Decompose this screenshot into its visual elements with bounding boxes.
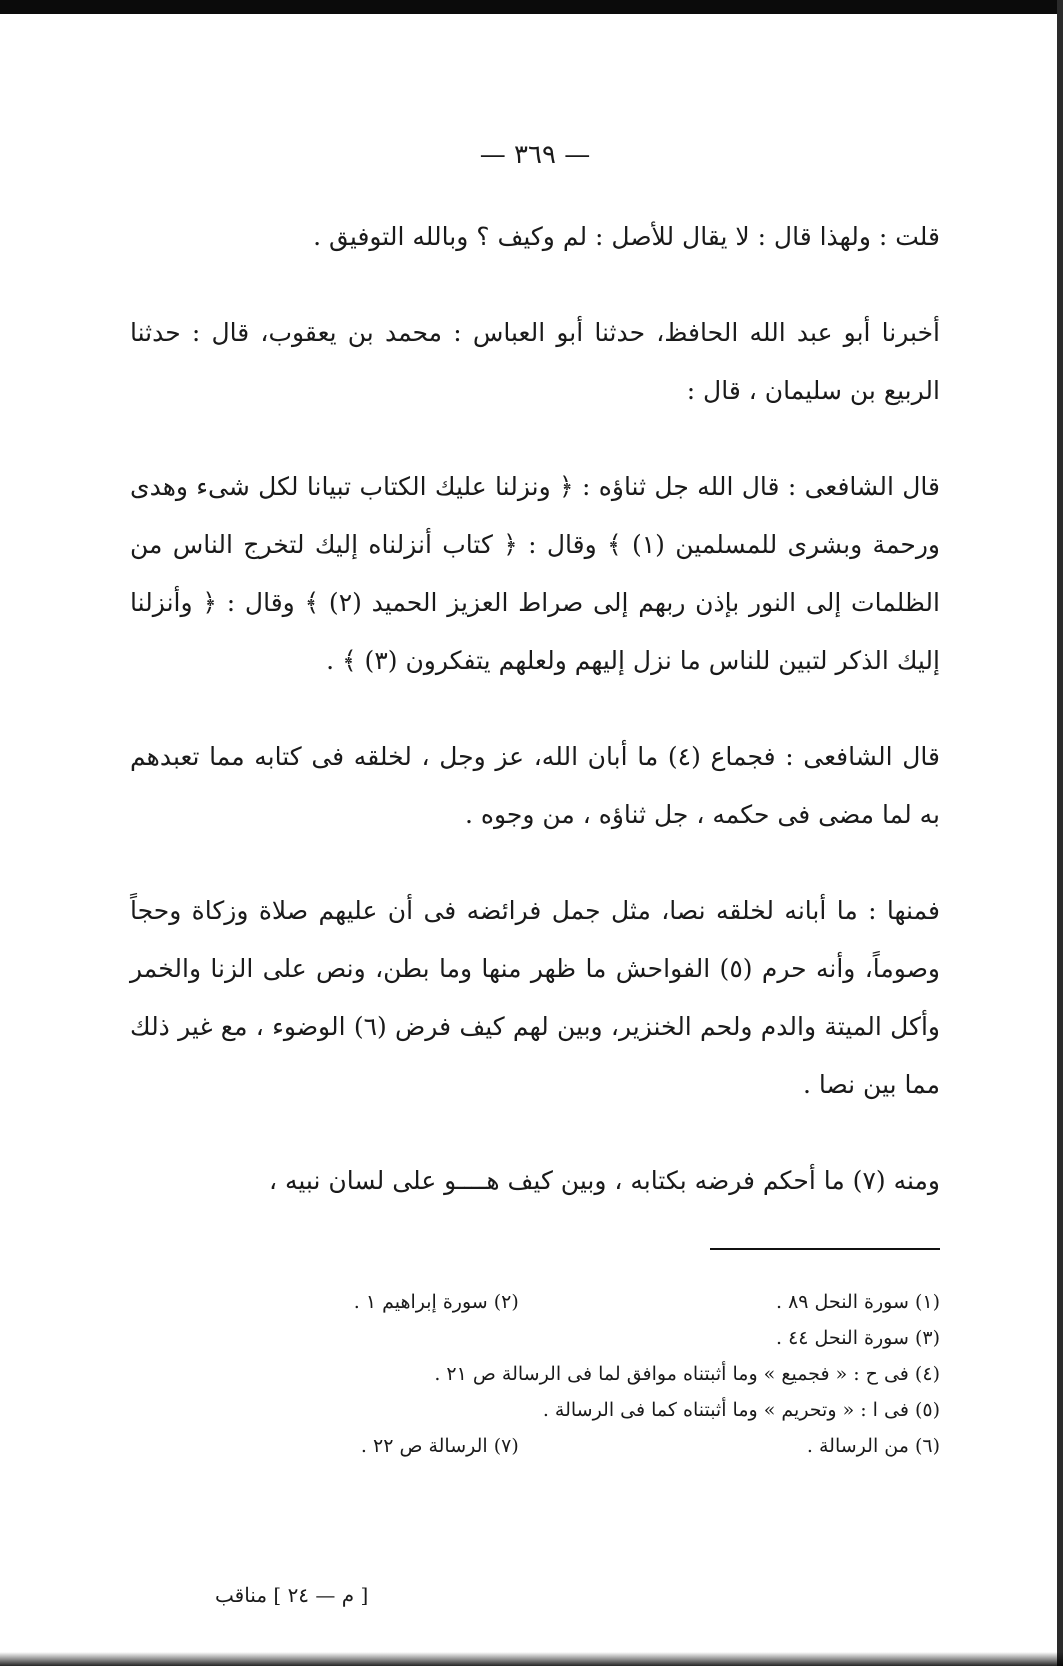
paragraph-2: أخبرنا أبو عبد الله الحافظ، حدثنا أبو العباس : محمد بن يعقوب، قال : حدثنا الربيع بن سليمان ، قال : <box>130 318 940 405</box>
paragraph-4: قال الشافعى : فجماع (٤) ما أبان الله، عز وجل ، لخلقه فى كتابه مما تعبدهم به لما مضى فى حكمه ، جل ثناؤه ، من وجوه . <box>130 742 941 829</box>
footnote-6: (٦) من الرسالة . <box>806 1435 940 1457</box>
footnote-divider <box>710 1248 940 1250</box>
paragraph-5: فمنها : ما أبانه لخلقه نصا، مثل جمل فرائضه فى أن عليهم صلاة وزكاة وحجاً وصوماً، وأنه حرم (٥) الفواحش ما ظهر منها وما بطن، ونص على الزنا والخمر وأكل الميتة والدم ولحم الخنزير، وبين لهم كيف فرض (٦) الوضوء ، مع غير ذلك مما بين نصا . <box>130 896 941 1099</box>
footnote-5: (٥) فى ا : « وتحريم » وما أثبتناه كما فى الرسالة . <box>542 1399 940 1421</box>
paragraph-3: قال الشافعى : قال الله جل ثناؤه : ﴿ ونزلنا عليك الكتاب تبيانا لكل شىء وهدى ورحمة وبشرى للمسلمين (١) ﴾ وقال : ﴿ كتاب أنزلناه إليك لتخرج الناس من الظلمات إلى النور بإذن ربهم إلى صراط العزيز الحميد (٢) ﴾ وقال : ﴿ وأنزلنا إليك الذكر لتبين للناس ما نزل إليهم ولعلهم يتفكرون (٣) ﴾ . <box>130 472 940 675</box>
footnote-row <box>130 1284 940 1320</box>
footnotes <box>130 1284 940 1464</box>
book-page <box>130 140 940 1464</box>
footnote-row <box>130 1428 940 1464</box>
paragraph-6: ومنه (٧) ما أحكم فرضه بكتابه ، وبين كيف هــــو على لسان نبيه ، <box>268 1166 940 1195</box>
footnote-1: (١) سورة النحل ٨٩ . <box>775 1291 940 1313</box>
scan-right-edge <box>1057 0 1063 1666</box>
paragraph-1: قلت : ولهذا قال : لا يقال للأصل : لم وكيف ؟ وبالله التوفيق . <box>313 222 940 251</box>
footnote-3: (٣) سورة النحل ٤٤ . <box>775 1327 940 1349</box>
footnote-4: (٤) فى ح : « فجميع » وما أثبتناه موافق لما فى الرسالة ص ٢١ . <box>434 1363 940 1385</box>
scan-top-edge <box>0 0 1063 14</box>
signature-mark: [ م — ٢٤ ] مناقب <box>215 1583 369 1607</box>
page-number: — ٣٦٩ — <box>479 140 591 170</box>
footnote-7: (٧) الرسالة ص ٢٢ . <box>360 1435 519 1457</box>
footnote-2: (٢) سورة إبراهيم ١ . <box>353 1291 519 1313</box>
scan-bottom-edge <box>0 1652 1063 1666</box>
